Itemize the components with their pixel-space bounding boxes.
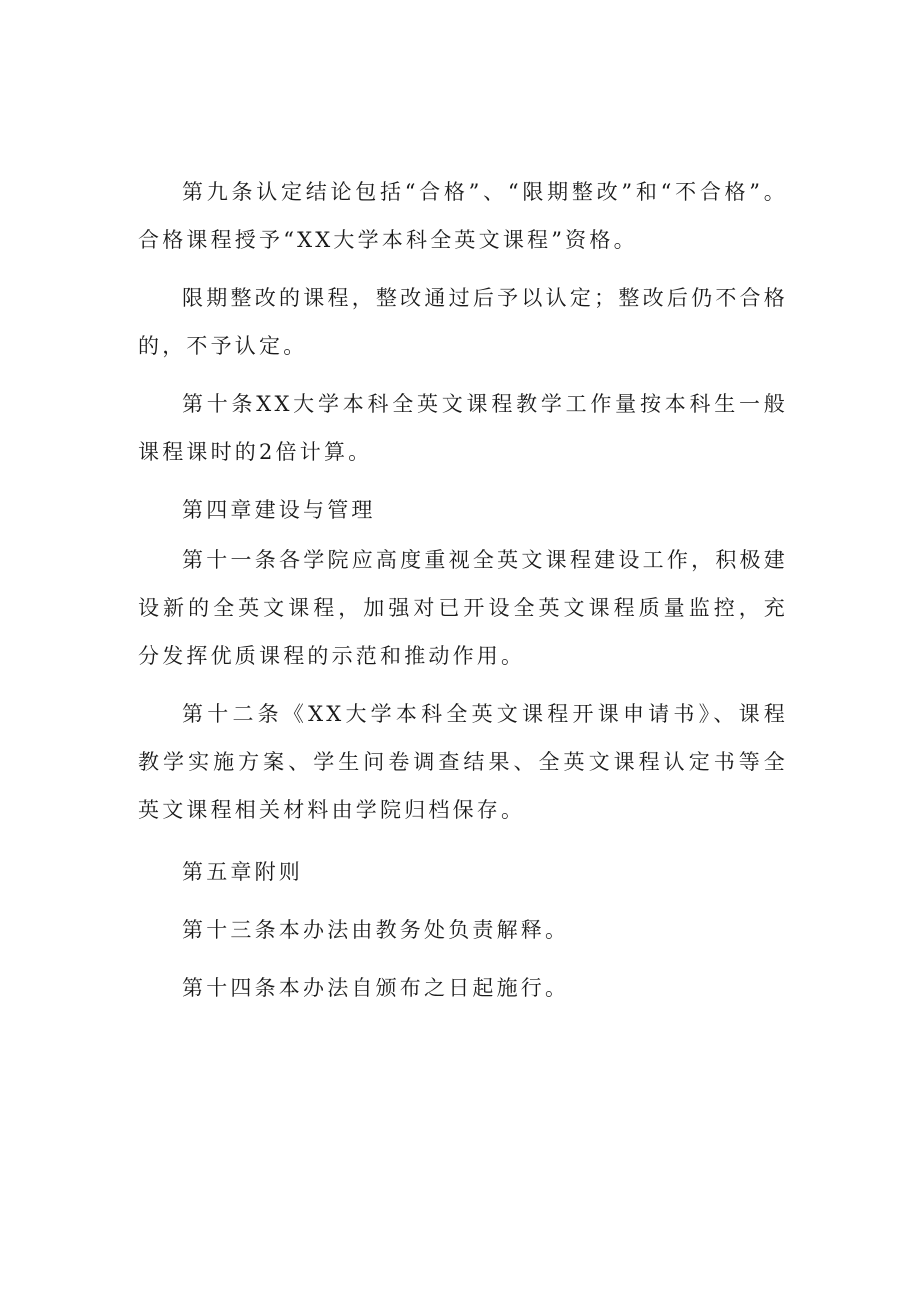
article-12-paragraph: 第十二条《XX大学本科全英文课程开课申请书》、课程教学实施方案、学生问卷调查结果、全英文课程认定书等全英文课程相关材料由学院归档保存。 [138,702,788,822]
article-11-paragraph: 第十一条各学院应高度重视全英文课程建设工作，积极建设新的全英文课程，加强对已开设全英文课程质量监控，充分发挥优质课程的示范和推动作用。 [138,548,788,668]
article-9-paragraph: 第九条认定结论包括“合格”、“限期整改”和“不合格”。合格课程授予“XX大学本科全英文课程”资格。 [138,180,788,252]
document-body [138,168,788,1012]
chapter-4-heading: 第四章建设与管理 [182,498,376,522]
article-13-paragraph: 第十三条本办法由教务处负责解释。 [182,918,570,942]
article-9-rectification-paragraph: 限期整改的课程，整改通过后予以认定；整改后仍不合格的，不予认定。 [138,286,788,358]
chapter-5-heading: 第五章附则 [182,860,303,884]
article-14-paragraph: 第十四条本办法自颁布之日起施行。 [182,976,570,1000]
article-10-paragraph: 第十条XX大学本科全英文课程教学工作量按本科生一般课程课时的2倍计算。 [138,392,788,464]
